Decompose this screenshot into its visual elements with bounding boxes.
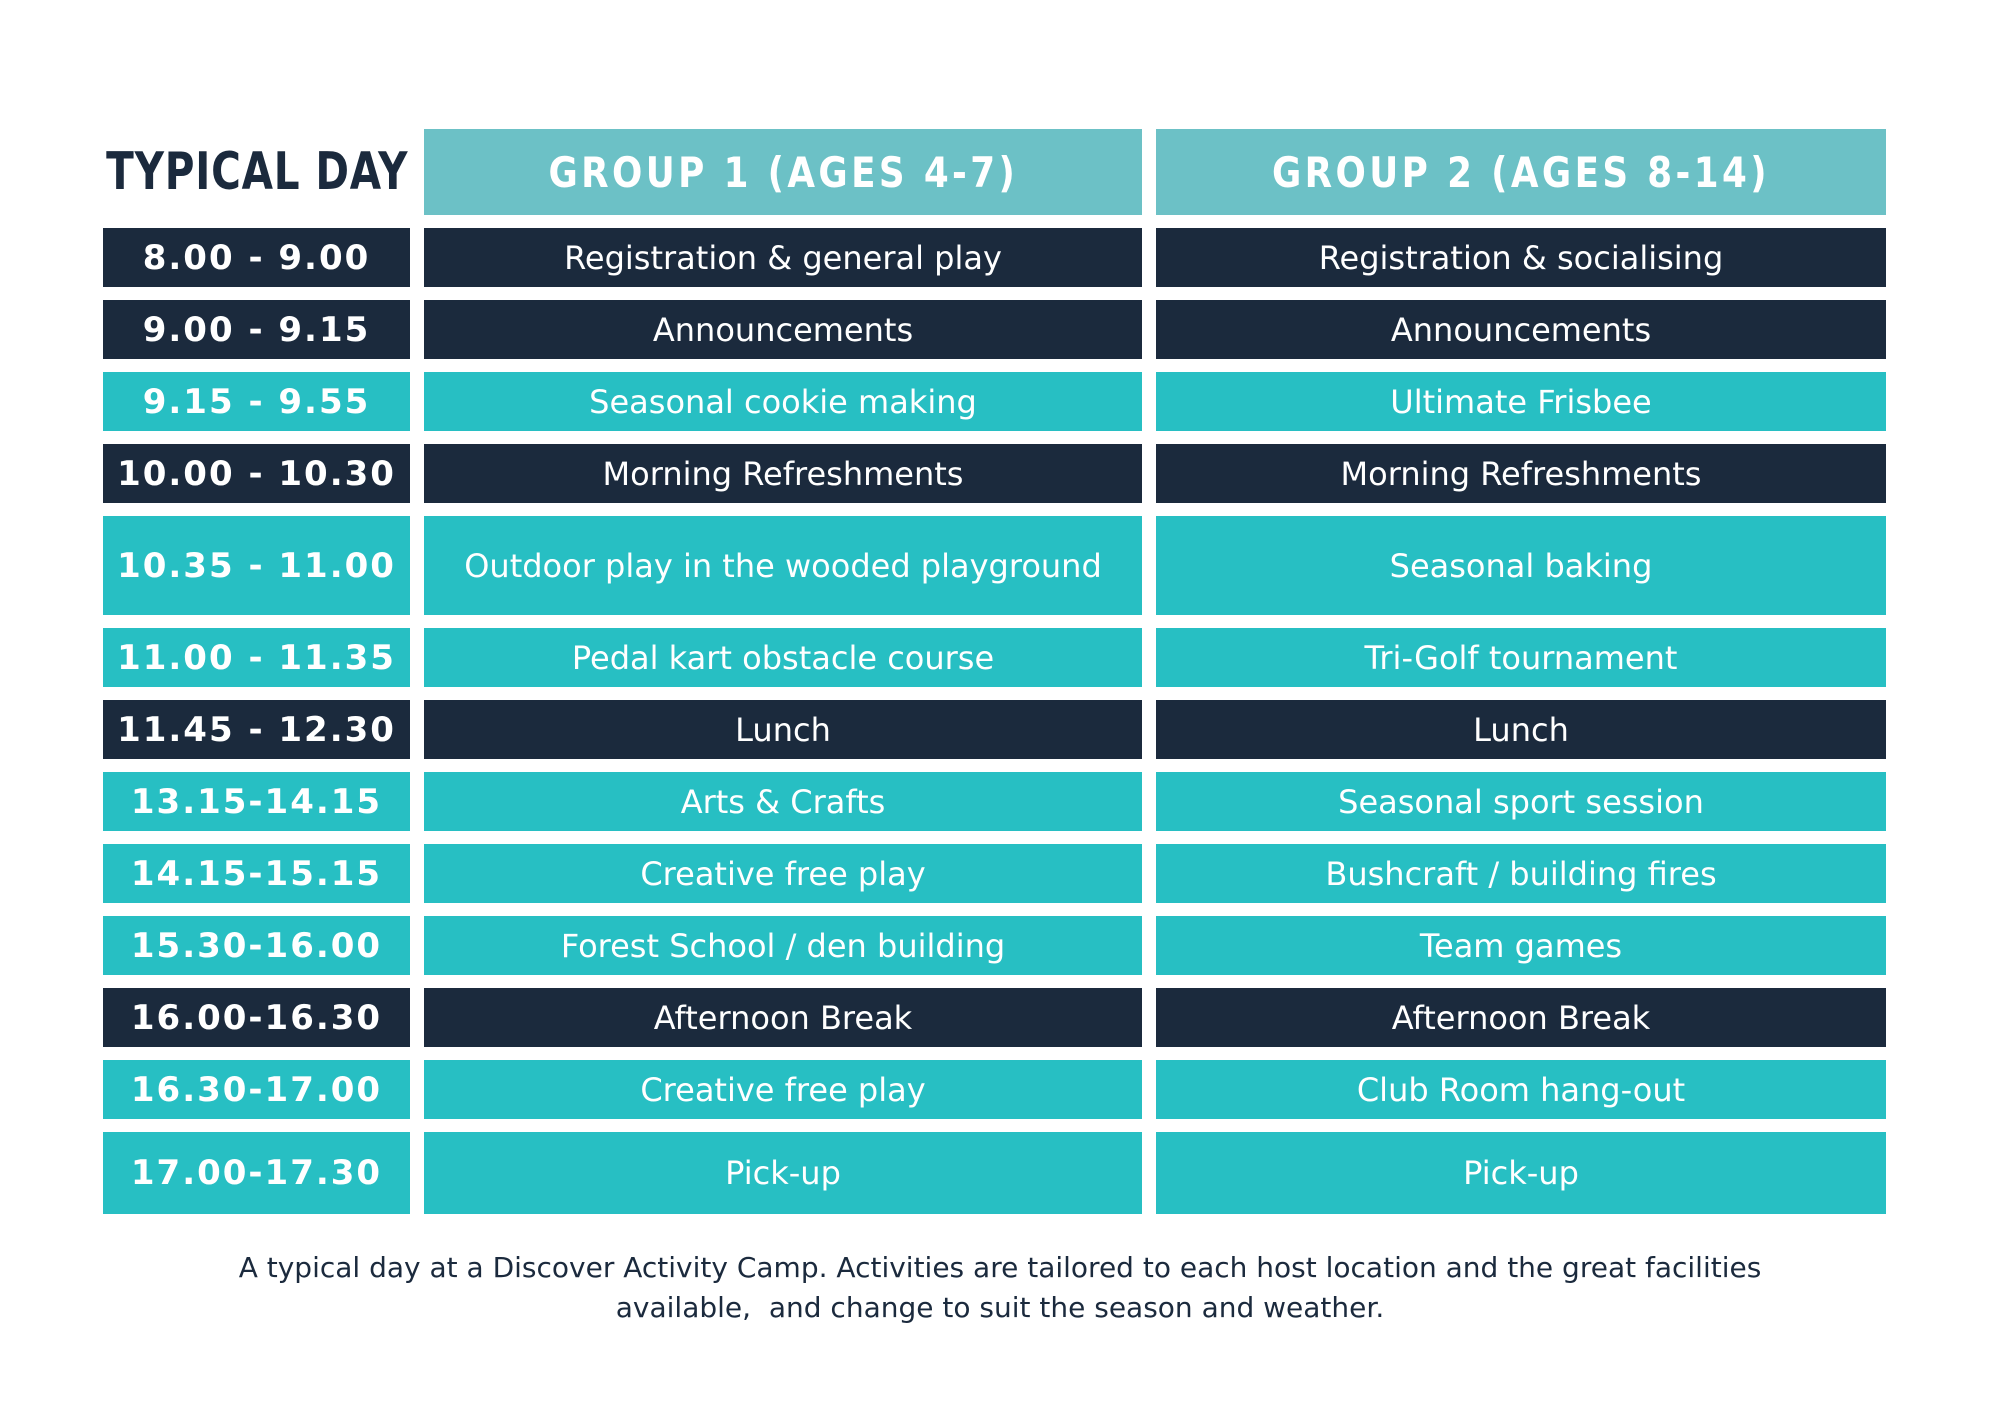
group-1-activity: Forest School / den building: [424, 916, 1142, 975]
group-1-activity: Pedal kart obstacle course: [424, 628, 1142, 687]
group-2-activity: Morning Refreshments: [1156, 444, 1886, 503]
time-slot: 9.00 - 9.15: [103, 300, 410, 359]
group-1-activity: Seasonal cookie making: [424, 372, 1142, 431]
group-1-activity: Announcements: [424, 300, 1142, 359]
time-slot: 11.00 - 11.35: [103, 628, 410, 687]
group-1-activity: Lunch: [424, 700, 1142, 759]
time-slot: 10.00 - 10.30: [103, 444, 410, 503]
group-1-activity: Arts & Crafts: [424, 772, 1142, 831]
time-slot: 8.00 - 9.00: [103, 228, 410, 287]
group-1-activity: Registration & general play: [424, 228, 1142, 287]
group-2-activity: Pick-up: [1156, 1132, 1886, 1214]
group-2-activity: Seasonal sport session: [1156, 772, 1886, 831]
group-1-activity: Outdoor play in the wooded playground: [424, 516, 1142, 615]
time-slot: 11.45 - 12.30: [103, 700, 410, 759]
group-2-activity: Club Room hang-out: [1156, 1060, 1886, 1119]
group-2-header-label: GROUP 2 (AGES 8-14): [1271, 147, 1771, 197]
time-slot: 10.35 - 11.00: [103, 516, 410, 615]
schedule-table: [103, 129, 1886, 1227]
time-slot: 17.00-17.30: [103, 1132, 410, 1214]
group-2-activity: Afternoon Break: [1156, 988, 1886, 1047]
time-slot: 14.15-15.15: [103, 844, 410, 903]
group-2-header: [1156, 129, 1886, 215]
group-2-activity: Tri-Golf tournament: [1156, 628, 1886, 687]
group-1-header-label: GROUP 1 (AGES 4-7): [548, 147, 1018, 197]
caption-line-1: A typical day at a Discover Activity Camp. Activities are tailored to each host location and the great facilities: [238, 1251, 1762, 1284]
group-2-activity: Seasonal baking: [1156, 516, 1886, 615]
time-slot: 13.15-14.15: [103, 772, 410, 831]
caption-line-2: available, and change to suit the season and weather.: [615, 1291, 1385, 1324]
time-slot: 16.00-16.30: [103, 988, 410, 1047]
group-1-activity: Pick-up: [424, 1132, 1142, 1214]
group-2-activity: Ultimate Frisbee: [1156, 372, 1886, 431]
group-2-activity: Lunch: [1156, 700, 1886, 759]
time-slot: 9.15 - 9.55: [103, 372, 410, 431]
group-1-activity: Creative free play: [424, 844, 1142, 903]
time-slot: 15.30-16.00: [103, 916, 410, 975]
group-1-activity: Creative free play: [424, 1060, 1142, 1119]
caption: [150, 1248, 1850, 1328]
group-2-activity: Registration & socialising: [1156, 228, 1886, 287]
group-2-activity: Team games: [1156, 916, 1886, 975]
group-1-activity: Morning Refreshments: [424, 444, 1142, 503]
page-title: TYPICAL DAY: [106, 142, 409, 202]
group-1-activity: Afternoon Break: [424, 988, 1142, 1047]
time-slot: 16.30-17.00: [103, 1060, 410, 1119]
group-2-activity: Announcements: [1156, 300, 1886, 359]
group-2-activity: Bushcraft / building fires: [1156, 844, 1886, 903]
group-1-header: [424, 129, 1142, 215]
